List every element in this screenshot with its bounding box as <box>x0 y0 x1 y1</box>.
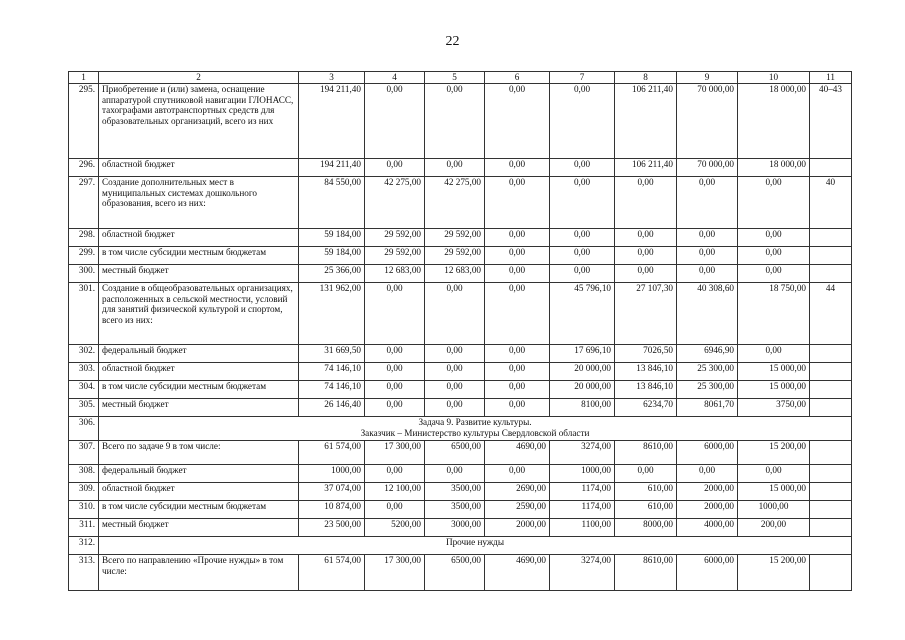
value-col9: 25 300,00 <box>677 381 738 399</box>
value-col7: 0,00 <box>550 177 615 229</box>
table-row <box>69 265 852 283</box>
value-col8: 0,00 <box>615 465 677 483</box>
value-col5: 3000,00 <box>425 519 485 537</box>
value-col6: 0,00 <box>485 229 550 247</box>
row-number: 303. <box>69 363 99 381</box>
value-col7: 1100,00 <box>550 519 615 537</box>
section-row <box>69 417 852 441</box>
value-col3: 61 574,00 <box>299 441 365 465</box>
value-col5: 29 592,00 <box>425 247 485 265</box>
table-row <box>69 519 852 537</box>
value-col6: 2000,00 <box>485 519 550 537</box>
value-col10: 15 000,00 <box>738 483 810 501</box>
table-row <box>69 363 852 381</box>
row-number: 308. <box>69 465 99 483</box>
row-description: Всего по направлению «Прочие нужды» в том числе: <box>99 555 299 591</box>
value-col4: 0,00 <box>365 381 425 399</box>
value-col6: 0,00 <box>485 381 550 399</box>
row-description: областной бюджет <box>99 159 299 177</box>
value-col6: 0,00 <box>485 265 550 283</box>
row-description: в том числе субсидии местным бюджетам <box>99 247 299 265</box>
value-col3: 194 211,40 <box>299 159 365 177</box>
table-row <box>69 465 852 483</box>
value-col4: 0,00 <box>365 84 425 159</box>
section-title: Задача 9. Развитие культуры. <box>418 417 532 427</box>
value-col9: 70 000,00 <box>677 84 738 159</box>
value-col5: 3500,00 <box>425 501 485 519</box>
value-col10: 15 200,00 <box>738 555 810 591</box>
value-col4: 12 683,00 <box>365 265 425 283</box>
section-heading: Прочие нужды <box>99 537 852 555</box>
table-row <box>69 501 852 519</box>
value-col7: 8100,00 <box>550 399 615 417</box>
table-row <box>69 247 852 265</box>
column-header: 8 <box>615 72 677 84</box>
value-col9: 6946,90 <box>677 345 738 363</box>
value-col5: 0,00 <box>425 283 485 345</box>
value-col4: 17 300,00 <box>365 555 425 591</box>
column-header: 11 <box>810 72 852 84</box>
value-col9: 0,00 <box>677 247 738 265</box>
value-col3: 31 669,50 <box>299 345 365 363</box>
value-col4: 12 100,00 <box>365 483 425 501</box>
value-col4: 0,00 <box>365 501 425 519</box>
table-row <box>69 399 852 417</box>
value-col3: 84 550,00 <box>299 177 365 229</box>
value-col5: 0,00 <box>425 399 485 417</box>
value-col9: 6000,00 <box>677 441 738 465</box>
column-header: 10 <box>738 72 810 84</box>
value-col6: 0,00 <box>485 465 550 483</box>
reference-col11: 44 <box>810 283 852 345</box>
column-header: 9 <box>677 72 738 84</box>
row-description: местный бюджет <box>99 265 299 283</box>
value-col10: 18 000,00 <box>738 159 810 177</box>
row-description: Создание в общеобразовательных организациях, расположенных в сельской местности, условий для занятий физической культурой и спортом, всего из них: <box>99 283 299 345</box>
value-col8: 0,00 <box>615 229 677 247</box>
reference-col11: 40 <box>810 177 852 229</box>
column-header: 2 <box>99 72 299 84</box>
value-col10: 0,00 <box>738 247 810 265</box>
value-col6: 2590,00 <box>485 501 550 519</box>
value-col6: 4690,00 <box>485 441 550 465</box>
value-col3: 74 146,10 <box>299 381 365 399</box>
value-col8: 610,00 <box>615 501 677 519</box>
value-col9: 0,00 <box>677 265 738 283</box>
value-col7: 3274,00 <box>550 441 615 465</box>
value-col8: 8000,00 <box>615 519 677 537</box>
value-col6: 0,00 <box>485 345 550 363</box>
value-col5: 0,00 <box>425 465 485 483</box>
value-col6: 0,00 <box>485 84 550 159</box>
value-col8: 8610,00 <box>615 555 677 591</box>
row-number: 304. <box>69 381 99 399</box>
value-col7: 0,00 <box>550 84 615 159</box>
reference-col11 <box>810 159 852 177</box>
row-description: Приобретение и (или) замена, оснащение аппаратурой спутниковой навигации ГЛОНАСС, тахографами автотранспортных средств для образовательных организаций, всего из них <box>99 84 299 159</box>
table-row <box>69 229 852 247</box>
budget-table <box>68 71 852 591</box>
value-col10: 15 000,00 <box>738 363 810 381</box>
section-heading <box>99 417 852 441</box>
value-col3: 59 184,00 <box>299 247 365 265</box>
value-col10: 18 000,00 <box>738 84 810 159</box>
value-col9: 6000,00 <box>677 555 738 591</box>
row-number: 311. <box>69 519 99 537</box>
row-description: Создание дополнительных мест в муниципальных системах дошкольного образования, всего из них: <box>99 177 299 229</box>
table-row <box>69 84 852 159</box>
value-col4: 0,00 <box>365 283 425 345</box>
value-col10: 0,00 <box>738 265 810 283</box>
row-number: 301. <box>69 283 99 345</box>
row-number: 307. <box>69 441 99 465</box>
reference-col11: 40–43 <box>810 84 852 159</box>
row-number: 300. <box>69 265 99 283</box>
reference-col11 <box>810 363 852 381</box>
value-col4: 0,00 <box>365 159 425 177</box>
value-col7: 0,00 <box>550 229 615 247</box>
reference-col11 <box>810 465 852 483</box>
section-row <box>69 537 852 555</box>
table-row <box>69 381 852 399</box>
reference-col11 <box>810 247 852 265</box>
value-col8: 13 846,10 <box>615 363 677 381</box>
row-number: 297. <box>69 177 99 229</box>
value-col7: 20 000,00 <box>550 381 615 399</box>
reference-col11 <box>810 483 852 501</box>
value-col5: 29 592,00 <box>425 229 485 247</box>
value-col9: 2000,00 <box>677 483 738 501</box>
value-col3: 61 574,00 <box>299 555 365 591</box>
value-col7: 45 796,10 <box>550 283 615 345</box>
value-col9: 25 300,00 <box>677 363 738 381</box>
value-col3: 194 211,40 <box>299 84 365 159</box>
value-col9: 0,00 <box>677 465 738 483</box>
value-col9: 40 308,60 <box>677 283 738 345</box>
value-col4: 0,00 <box>365 465 425 483</box>
value-col4: 5200,00 <box>365 519 425 537</box>
value-col6: 2690,00 <box>485 483 550 501</box>
row-number: 299. <box>69 247 99 265</box>
column-header: 7 <box>550 72 615 84</box>
value-col3: 25 366,00 <box>299 265 365 283</box>
value-col3: 131 962,00 <box>299 283 365 345</box>
column-header: 4 <box>365 72 425 84</box>
row-number: 305. <box>69 399 99 417</box>
value-col10: 200,00 <box>738 519 810 537</box>
value-col4: 29 592,00 <box>365 247 425 265</box>
value-col3: 23 500,00 <box>299 519 365 537</box>
value-col6: 0,00 <box>485 283 550 345</box>
reference-col11 <box>810 441 852 465</box>
value-col10: 18 750,00 <box>738 283 810 345</box>
row-description: областной бюджет <box>99 363 299 381</box>
row-description: в том числе субсидии местным бюджетам <box>99 381 299 399</box>
row-number: 296. <box>69 159 99 177</box>
value-col6: 0,00 <box>485 159 550 177</box>
row-number: 302. <box>69 345 99 363</box>
row-description: федеральный бюджет <box>99 345 299 363</box>
value-col5: 6500,00 <box>425 555 485 591</box>
value-col9: 8061,70 <box>677 399 738 417</box>
row-description: местный бюджет <box>99 519 299 537</box>
reference-col11 <box>810 501 852 519</box>
value-col9: 0,00 <box>677 177 738 229</box>
reference-col11 <box>810 519 852 537</box>
table-row <box>69 483 852 501</box>
value-col9: 70 000,00 <box>677 159 738 177</box>
value-col8: 7026,50 <box>615 345 677 363</box>
value-col7: 0,00 <box>550 159 615 177</box>
value-col10: 1000,00 <box>738 501 810 519</box>
value-col10: 0,00 <box>738 465 810 483</box>
value-col7: 20 000,00 <box>550 363 615 381</box>
value-col5: 0,00 <box>425 381 485 399</box>
section-customer: Заказчик – Министерство культуры Свердловской области <box>360 427 590 438</box>
value-col8: 610,00 <box>615 483 677 501</box>
value-col8: 0,00 <box>615 177 677 229</box>
value-col8: 6234,70 <box>615 399 677 417</box>
row-description: местный бюджет <box>99 399 299 417</box>
value-col10: 3750,00 <box>738 399 810 417</box>
row-description: областной бюджет <box>99 483 299 501</box>
row-number: 309. <box>69 483 99 501</box>
row-number: 306. <box>69 417 99 441</box>
value-col5: 0,00 <box>425 345 485 363</box>
value-col3: 37 074,00 <box>299 483 365 501</box>
value-col5: 12 683,00 <box>425 265 485 283</box>
reference-col11 <box>810 265 852 283</box>
value-col4: 0,00 <box>365 399 425 417</box>
value-col8: 13 846,10 <box>615 381 677 399</box>
value-col5: 3500,00 <box>425 483 485 501</box>
value-col4: 29 592,00 <box>365 229 425 247</box>
value-col9: 4000,00 <box>677 519 738 537</box>
value-col9: 0,00 <box>677 229 738 247</box>
value-col3: 74 146,10 <box>299 363 365 381</box>
reference-col11 <box>810 399 852 417</box>
row-number: 298. <box>69 229 99 247</box>
value-col9: 2000,00 <box>677 501 738 519</box>
value-col8: 106 211,40 <box>615 84 677 159</box>
column-header: 1 <box>69 72 99 84</box>
value-col6: 0,00 <box>485 247 550 265</box>
reference-col11 <box>810 555 852 591</box>
value-col7: 1174,00 <box>550 483 615 501</box>
value-col7: 3274,00 <box>550 555 615 591</box>
value-col5: 6500,00 <box>425 441 485 465</box>
value-col5: 0,00 <box>425 363 485 381</box>
value-col8: 0,00 <box>615 265 677 283</box>
value-col4: 17 300,00 <box>365 441 425 465</box>
table-row <box>69 345 852 363</box>
value-col4: 0,00 <box>365 363 425 381</box>
row-description: областной бюджет <box>99 229 299 247</box>
column-header: 5 <box>425 72 485 84</box>
value-col7: 0,00 <box>550 265 615 283</box>
reference-col11 <box>810 229 852 247</box>
value-col4: 0,00 <box>365 345 425 363</box>
value-col6: 0,00 <box>485 363 550 381</box>
value-col6: 0,00 <box>485 399 550 417</box>
row-number: 312. <box>69 537 99 555</box>
page-number: 22 <box>445 34 460 49</box>
reference-col11 <box>810 345 852 363</box>
value-col7: 0,00 <box>550 247 615 265</box>
value-col10: 15 000,00 <box>738 381 810 399</box>
table-row <box>69 177 852 229</box>
column-header: 6 <box>485 72 550 84</box>
value-col8: 27 107,30 <box>615 283 677 345</box>
row-number: 310. <box>69 501 99 519</box>
value-col7: 17 696,10 <box>550 345 615 363</box>
reference-col11 <box>810 381 852 399</box>
value-col5: 42 275,00 <box>425 177 485 229</box>
value-col8: 8610,00 <box>615 441 677 465</box>
row-description: в том числе субсидии местным бюджетам <box>99 501 299 519</box>
value-col5: 0,00 <box>425 159 485 177</box>
value-col3: 26 146,40 <box>299 399 365 417</box>
row-number: 295. <box>69 84 99 159</box>
column-header: 3 <box>299 72 365 84</box>
row-number: 313. <box>69 555 99 591</box>
value-col10: 0,00 <box>738 345 810 363</box>
value-col10: 0,00 <box>738 177 810 229</box>
value-col3: 1000,00 <box>299 465 365 483</box>
value-col6: 4690,00 <box>485 555 550 591</box>
value-col7: 1000,00 <box>550 465 615 483</box>
header-row <box>69 72 852 84</box>
table-row <box>69 283 852 345</box>
table-row <box>69 555 852 591</box>
value-col4: 42 275,00 <box>365 177 425 229</box>
row-description: Всего по задаче 9 в том числе: <box>99 441 299 465</box>
value-col8: 0,00 <box>615 247 677 265</box>
value-col7: 1174,00 <box>550 501 615 519</box>
value-col6: 0,00 <box>485 177 550 229</box>
row-description: федеральный бюджет <box>99 465 299 483</box>
value-col10: 0,00 <box>738 229 810 247</box>
value-col10: 15 200,00 <box>738 441 810 465</box>
value-col3: 59 184,00 <box>299 229 365 247</box>
value-col3: 10 874,00 <box>299 501 365 519</box>
value-col5: 0,00 <box>425 84 485 159</box>
table-row <box>69 441 852 465</box>
table-row <box>69 159 852 177</box>
value-col8: 106 211,40 <box>615 159 677 177</box>
